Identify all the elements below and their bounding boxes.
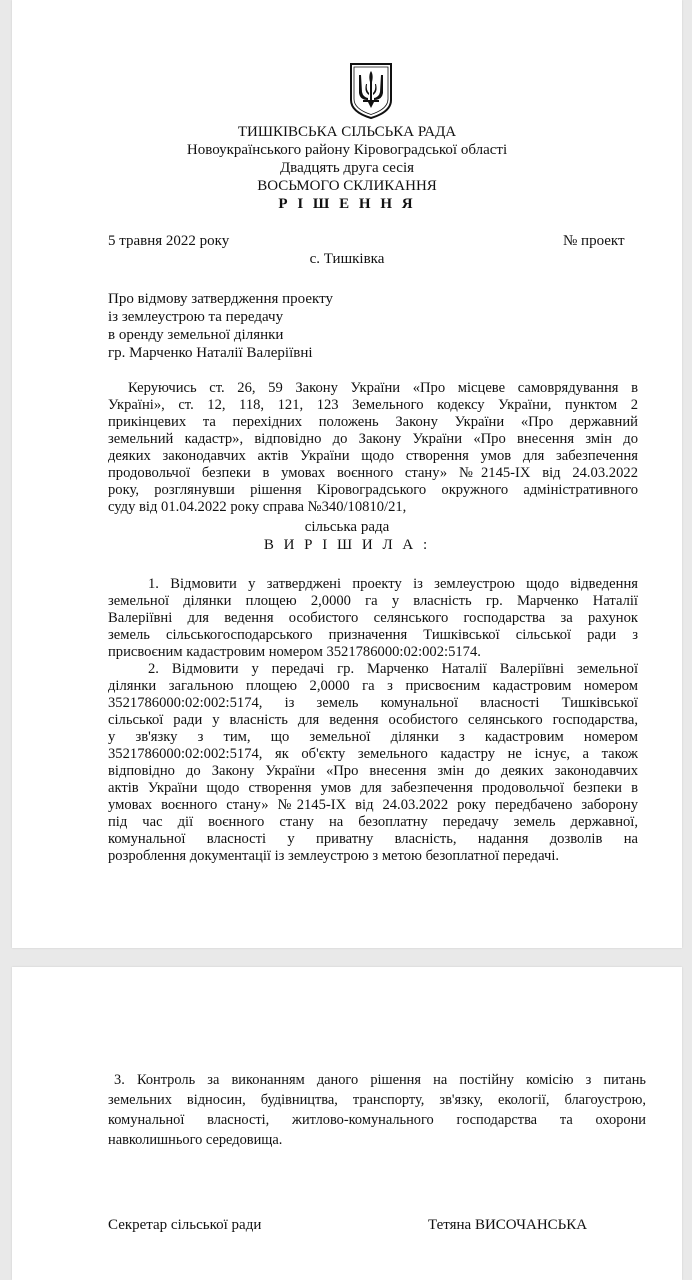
preamble-line: прикінцевих та перехідних положень Закону України «Про державний xyxy=(108,414,638,430)
item-line: 3. Контроль за виконанням даного рішення на постійну комісію з питань xyxy=(114,1072,646,1088)
subject-line: гр. Марченко Наталії Валеріївні xyxy=(108,345,313,361)
item-line: під час дії воєнного стану на безоплатну передачу земель державної, xyxy=(108,814,638,830)
item-line: 2. Відмовити у передачі гр. Марченко Наталії Валеріївні земельної xyxy=(148,661,638,677)
preamble-line: Керуючись ст. 26, 59 Закону України «Про місцеве самоврядування в xyxy=(128,380,638,396)
signature-role: Секретар сільської ради xyxy=(108,1217,262,1233)
item-line: присвоєним кадастровим номером 3521786000:02:002:5174. xyxy=(108,644,481,660)
item-line: Валеріївні для ведення особистого селянського господарства за рахунок xyxy=(108,610,638,626)
preamble-line: земельний кадастр», відповідно до Закону України «Про внесення змін до xyxy=(108,431,638,447)
preamble-line: деяких законодавчих актів України щодо створення умов для забезпечення xyxy=(108,448,638,464)
item-line: комунальної власності у приватну власність, надання дозволів на xyxy=(108,831,638,847)
preamble-line: року, розглянувши рішення Кіровоградського окружного адміністративного xyxy=(108,482,638,498)
decision-number: № проект xyxy=(563,233,625,249)
item-line: 3521786000:02:002:5174, як об'єкту земельного кадастру не існує, а також xyxy=(108,746,638,762)
coat-of-arms-icon xyxy=(349,62,393,120)
document-type: Р І Ш Е Н Н Я xyxy=(278,196,416,212)
council-label: сільська рада xyxy=(304,519,390,535)
preamble-line: суду від 01.04.2022 року справа №340/10810/21, xyxy=(108,499,407,515)
council-name: ТИШКІВСЬКА СІЛЬСЬКА РАДА xyxy=(237,124,457,140)
item-line: земельних відносин, будівництва, транспорту, зв'язку, екології, благоустрою, xyxy=(108,1092,646,1108)
item-line: розроблення документації із землеустрою з метою безоплатної передачі. xyxy=(108,848,560,864)
decided-heading: В И Р І Ш И Л А : xyxy=(263,537,431,553)
decision-place: с. Тишківка xyxy=(309,251,385,267)
district-line: Новоукраїнського району Кіровоградської області xyxy=(186,142,508,158)
document-page-2 xyxy=(12,967,682,1280)
preamble-line: продовольчої безпеки в умовах воєнного стану» №2145-IX від 24.03.2022 xyxy=(108,465,638,481)
item-line: комунальної власності, житлово-комунального господарства та охорони xyxy=(108,1112,646,1128)
item-line: навколишнього середовища. xyxy=(108,1132,283,1148)
item-line: умовах воєнного стану» №2145-IX від 24.03.2022 року передбачено заборону xyxy=(108,797,638,813)
item-line: відповідно до Закону України «Про внесення змін до деяких законодавчих xyxy=(108,763,638,779)
item-line: ділянки загальною площею 2,0000 га з присвоєним кадастровим номером xyxy=(108,678,638,694)
subject-line: Про відмову затвердження проекту xyxy=(108,291,333,307)
item-line: земельної ділянки площею 2,0000 га у власність гр. Марченко Наталії xyxy=(108,593,638,609)
decision-date: 5 травня 2022 року xyxy=(108,233,230,249)
convocation-line: ВОСЬМОГО СКЛИКАННЯ xyxy=(257,178,437,194)
session-line: Двадцять друга сесія xyxy=(279,160,415,176)
item-line: актів України щодо створення умов для забезпечення продовольчої безпеки в xyxy=(108,780,638,796)
item-line: у зв'язку з тим, що земельної ділянки з кадастровим номером xyxy=(108,729,638,745)
document-page-1 xyxy=(12,0,682,948)
subject-line: в оренду земельної ділянки xyxy=(108,327,284,343)
item-line: сільської ради у власність для ведення особистого селянського господарства, xyxy=(108,712,638,728)
item-line: 3521786000:02:002:5174, із земель комунальної власності Тишківської xyxy=(108,695,638,711)
item-line: земель сільськогосподарського призначення Тишківської сільської ради з xyxy=(108,627,638,643)
item-line: 1. Відмовити у затверджені проекту із землеустрою щодо відведення xyxy=(148,576,638,592)
signature-name: Тетяна ВИСОЧАНСЬКА xyxy=(428,1217,588,1233)
subject-line: із землеустрою та передачу xyxy=(108,309,284,325)
preamble-line: Україні», ст. 12, 118, 121, 123 Земельного кодексу України, пунктом 2 xyxy=(108,397,638,413)
